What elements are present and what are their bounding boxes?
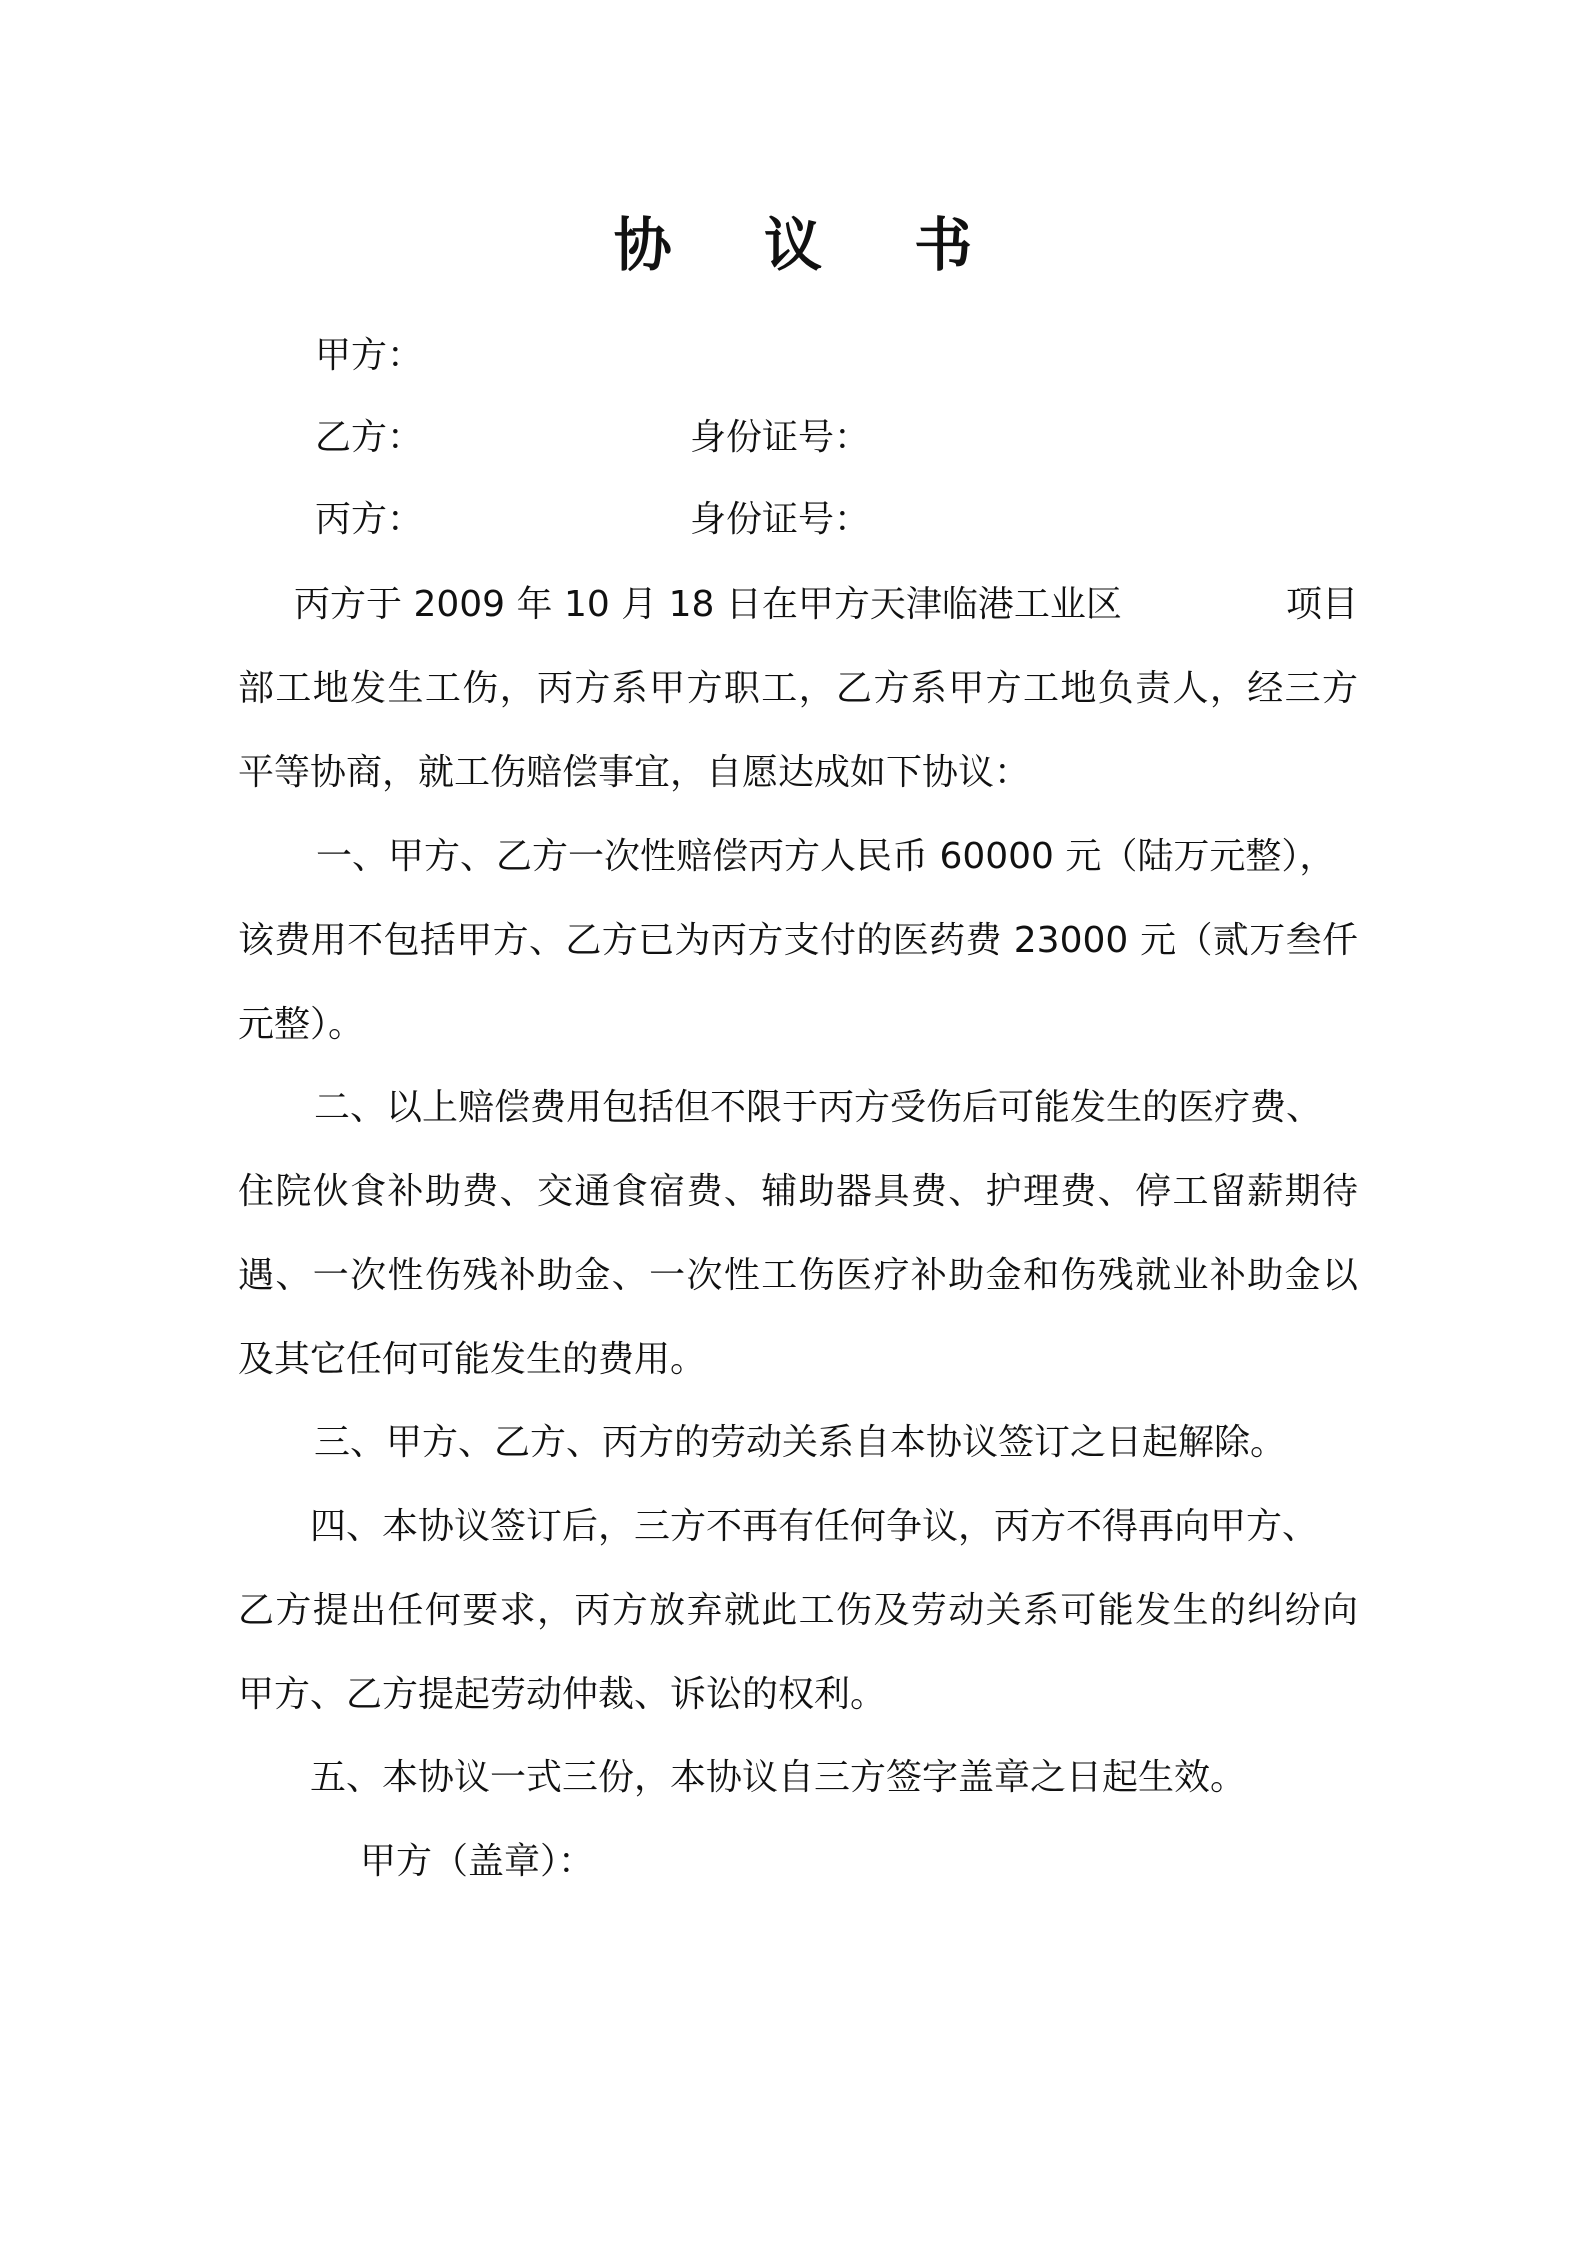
clause-3-line-1: 三、甲方、乙方、丙方的劳动关系自本协议签订之日起解除。 [314, 1422, 1287, 1463]
party-b-label: 乙方： [315, 417, 424, 458]
clause-2-line-2: 住院伙食补助费、交通食宿费、辅助器具费、护理费、停工留薪期待 [238, 1171, 1358, 1212]
clause-1-line-2: 该费用不包括甲方、乙方已为丙方支付的医药费 23000 元（贰万叁仟 [238, 920, 1358, 961]
clause-1-line-1: 一、甲方、乙方一次性赔偿丙方人民币 60000 元（陆万元整）， [316, 836, 1336, 877]
clause-4-line-2: 乙方提出任何要求，丙方放弃就此工伤及劳动关系可能发生的纠纷向 [238, 1590, 1358, 1631]
intro-line-3: 平等协商，就工伤赔偿事宜，自愿达成如下协议： [238, 752, 1031, 793]
party-a-seal-label: 甲方（盖章）： [360, 1841, 595, 1882]
clause-2-line-1: 二、以上赔偿费用包括但不限于丙方受伤后可能发生的医疗费、 [314, 1087, 1323, 1128]
clause-1 [238, 815, 1358, 1067]
clause-3 [238, 1401, 1358, 1485]
intro-line-1 [238, 563, 1358, 647]
intro-line-1-project: 项目 [1285, 584, 1358, 625]
clause-4 [238, 1485, 1358, 1737]
intro-line-2: 部工地发生工伤，丙方系甲方职工，乙方系甲方工地负责人，经三方 [238, 668, 1358, 709]
clause-1-line-3: 元整）。 [238, 1004, 365, 1045]
party-c-label: 丙方： [315, 499, 424, 540]
intro-paragraph [238, 563, 1358, 815]
document-title: 协 议 书 [613, 211, 1009, 279]
party-a-label: 甲方： [315, 335, 424, 376]
clause-4-line-1: 四、本协议签订后，三方不再有任何争议，丙方不得再向甲方、 [310, 1506, 1319, 1547]
clause-2-line-4: 及其它任何可能发生的费用。 [238, 1339, 707, 1380]
clause-2-line-3: 遇、一次性伤残补助金、一次性工伤医疗补助金和伤残就业补助金以 [238, 1255, 1358, 1296]
intro-line-1-text: 丙方于 2009 年 10 月 18 日在甲方天津临港工业区 [294, 584, 1122, 625]
clause-2 [238, 1066, 1358, 1402]
clause-5 [238, 1736, 1358, 1820]
party-b-id-label: 身份证号： [690, 417, 871, 458]
clause-4-line-3: 甲方、乙方提起劳动仲裁、诉讼的权利。 [238, 1674, 887, 1715]
party-c-id-label: 身份证号： [690, 499, 871, 540]
clause-5-line-1: 五、本协议一式三份，本协议自三方签字盖章之日起生效。 [310, 1757, 1247, 1798]
